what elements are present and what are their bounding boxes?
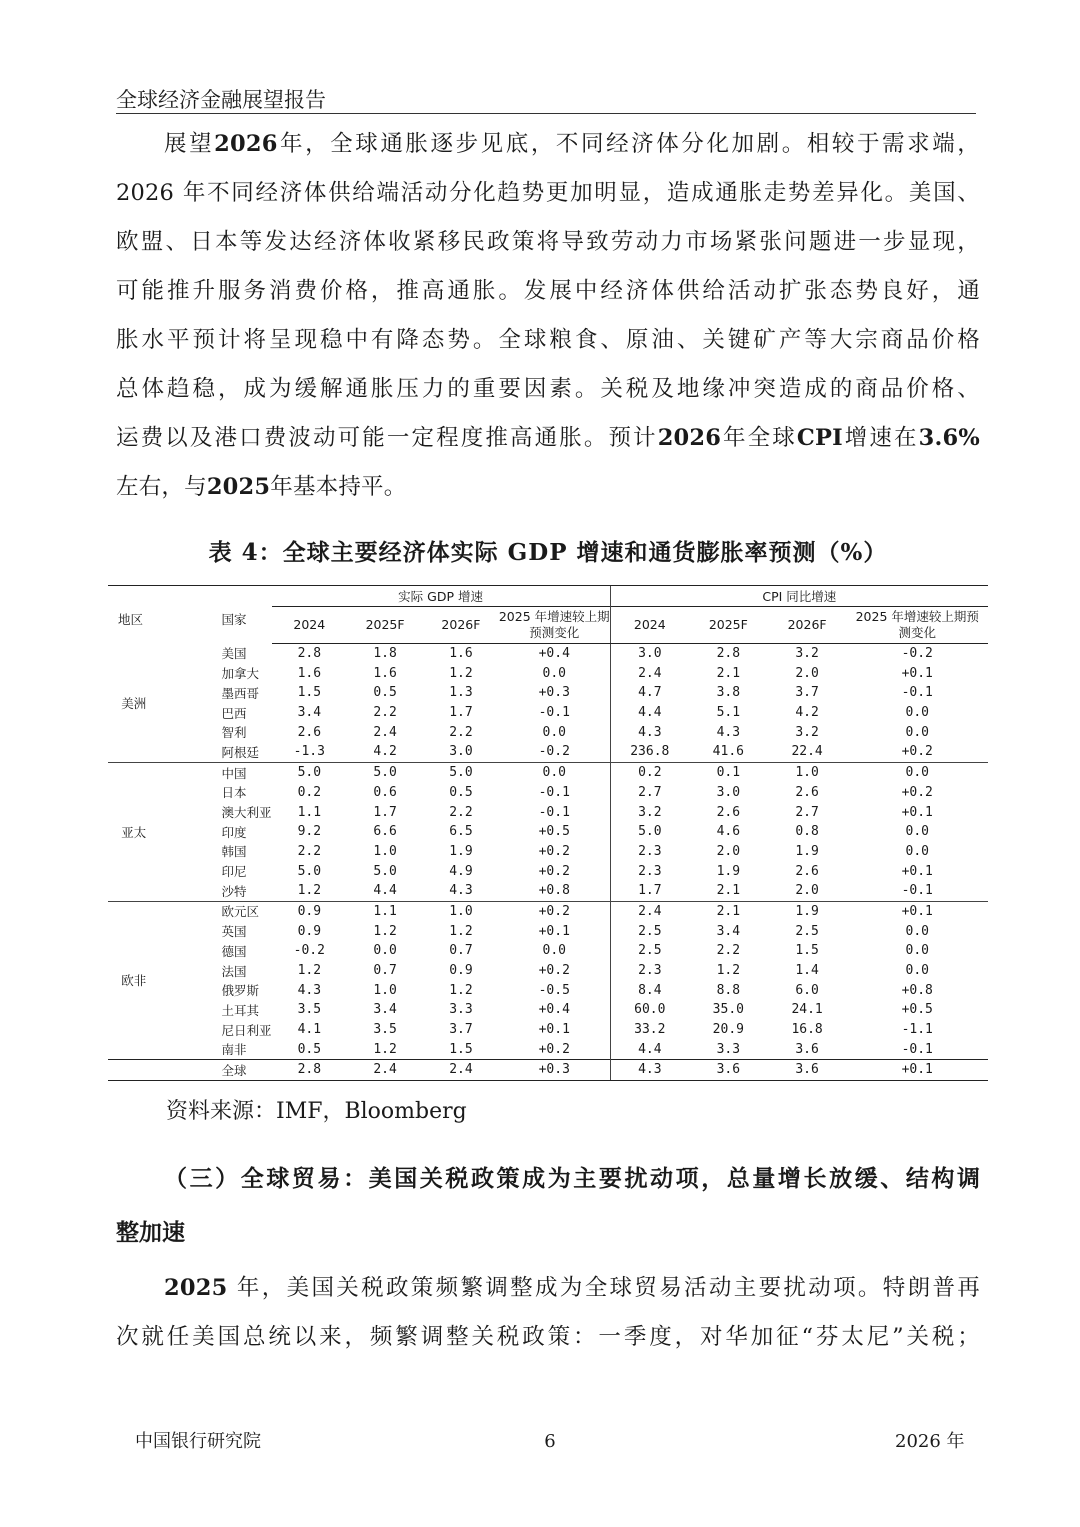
value-cell: 4.4 (610, 703, 689, 723)
value-cell: 1.2 (297, 963, 322, 979)
value-cell: 2.2 (716, 943, 741, 959)
value-cell: +0.1 (901, 804, 933, 820)
country-cell: 韩国 (221, 844, 247, 860)
table-row (108, 762, 988, 782)
value-cell: 2.6 (795, 784, 819, 800)
value-cell: 0.9 (272, 901, 348, 921)
value-cell: 1.6 (373, 665, 397, 681)
paragraph-line: 总体趋稳，成为缓解通胀压力的重要因素。关税及地缘冲突造成的商品价格、 (116, 376, 980, 402)
country-cell: 墨西哥 (221, 685, 259, 701)
value-cell: 5.0 (423, 762, 499, 782)
table-row (108, 783, 988, 803)
table-row-total (108, 1060, 988, 1081)
change-header: 2025 年增速较上期预 测变化 (846, 606, 988, 643)
value-cell: 0.0 (542, 724, 566, 740)
table-row (108, 1000, 988, 1020)
paragraph-line: 胀水平预计将呈现稳中有降态势。全球粮食、原油、关键矿产等大宗商品价格 (116, 327, 980, 353)
value-cell: 3.2 (795, 724, 819, 740)
value-cell: 0.7 (373, 963, 397, 979)
value-cell: 35.0 (712, 1002, 744, 1018)
value-cell: +0.1 (538, 1022, 570, 1038)
value-cell: -0.1 (901, 883, 933, 899)
value-cell: 9.2 (297, 824, 322, 840)
value-cell: 2.4 (347, 1060, 423, 1081)
value-cell: +0.3 (538, 685, 570, 701)
group-cpi-header: CPI 同比增速 (610, 586, 988, 607)
value-cell: 2.4 (423, 1060, 499, 1081)
value-cell: 3.2 (795, 646, 819, 662)
value-cell: 4.3 (610, 722, 689, 742)
value-cell: +0.1 (538, 923, 570, 939)
country-cell: 全球 (159, 1060, 271, 1081)
value-cell: 1.0 (373, 982, 397, 998)
value-cell: 4.2 (373, 744, 397, 760)
value-cell: 1.4 (795, 963, 819, 979)
value-cell: 1.9 (449, 843, 473, 859)
value-cell: 41.6 (712, 744, 744, 760)
table-row (108, 703, 988, 723)
table-row (108, 802, 988, 822)
country-cell: 沙特 (221, 883, 247, 899)
value-cell: 3.3 (449, 1002, 473, 1018)
header-title: 全球经济金融展望报告 (116, 88, 326, 112)
value-cell: 2.0 (716, 843, 741, 859)
value-cell: +0.8 (538, 883, 570, 899)
table-body (108, 643, 988, 1080)
value-cell: 1.2 (716, 963, 741, 979)
page-number: 6 (544, 1431, 556, 1452)
value-cell: +0.2 (499, 901, 610, 921)
value-cell: 2.4 (373, 724, 397, 740)
table-title: 表 4：全球主要经济体实际 GDP 增速和通货膨胀率预测（%） (208, 539, 888, 566)
value-cell: 0.0 (905, 724, 929, 740)
value-cell: 4.7 (610, 683, 689, 703)
value-cell: 3.0 (610, 643, 689, 663)
table-row (108, 881, 988, 901)
section-heading (116, 1152, 980, 1260)
value-cell: 5.0 (297, 863, 322, 879)
value-cell: 4.6 (716, 824, 741, 840)
year-header: 2025F (347, 606, 423, 643)
table-row (108, 663, 988, 683)
value-cell: 2.5 (795, 923, 819, 939)
value-cell: 2.6 (297, 724, 322, 740)
value-cell: 5.0 (272, 762, 348, 782)
country-cell: 法国 (221, 963, 247, 979)
value-cell: 2.6 (795, 863, 819, 879)
value-cell: +0.8 (901, 982, 933, 998)
table-row (108, 643, 988, 663)
country-cell: 加拿大 (221, 666, 259, 682)
value-cell: -0.2 (293, 943, 325, 959)
value-cell: 24.1 (791, 1002, 823, 1018)
value-cell: 0.0 (905, 923, 929, 939)
value-cell: 0.0 (499, 762, 610, 782)
value-cell: +0.2 (538, 963, 570, 979)
value-cell: 1.5 (297, 685, 322, 701)
paragraph-line: 展望2026年，全球通胀逐步见底，不同经济体分化加剧。相较于需求端， (164, 131, 980, 157)
value-cell: 1.0 (768, 762, 847, 782)
value-cell: 0.1 (689, 762, 768, 782)
value-cell: 5.0 (347, 762, 423, 782)
section-line: （三）全球贸易：美国关税政策成为主要扰动项，总量增长放缓、结构调 (164, 1165, 980, 1192)
paragraph-inflation (116, 120, 980, 512)
value-cell: 1.9 (716, 863, 741, 879)
value-cell: 0.7 (449, 943, 473, 959)
table-row (108, 742, 988, 762)
value-cell: 0.2 (297, 784, 322, 800)
country-cell: 阿根廷 (221, 744, 259, 760)
value-cell: 4.1 (297, 1022, 322, 1038)
value-cell: 5.1 (716, 705, 741, 721)
value-cell: -0.1 (538, 804, 570, 820)
value-cell: 1.2 (373, 923, 397, 939)
value-cell: 0.8 (795, 824, 819, 840)
value-cell: 3.7 (449, 1022, 473, 1038)
value-cell: 3.8 (716, 685, 741, 701)
value-cell: 3.4 (297, 705, 322, 721)
value-cell: 3.6 (768, 1060, 847, 1081)
value-cell: +0.2 (538, 863, 570, 879)
value-cell: 1.2 (449, 982, 473, 998)
country-cell: 印度 (221, 824, 247, 840)
value-cell: 6.5 (449, 824, 473, 840)
value-cell: +0.2 (901, 784, 933, 800)
value-cell: 0.5 (373, 685, 397, 701)
value-cell: +0.2 (538, 843, 570, 859)
value-cell: 3.5 (297, 1002, 322, 1018)
value-cell: 0.6 (373, 784, 397, 800)
source-note: 资料来源：IMF，Bloomberg (166, 1099, 467, 1124)
value-cell: 4.2 (795, 705, 819, 721)
value-cell: 2.5 (610, 921, 689, 941)
value-cell: 1.2 (449, 923, 473, 939)
value-cell: 1.7 (373, 804, 397, 820)
value-cell: -0.2 (901, 646, 933, 662)
value-cell: 1.0 (423, 901, 499, 921)
value-cell: 3.2 (610, 802, 689, 822)
value-cell: 2.7 (795, 804, 819, 820)
value-cell: 2.0 (795, 665, 819, 681)
col-region-header: 地区 (108, 586, 159, 644)
paragraph-line: 2026 年不同经济体供给端活动分化趋势更加明显，造成通胀走势差异化。美国、 (116, 180, 980, 206)
value-cell: 0.9 (297, 923, 322, 939)
country-cell: 美国 (221, 646, 247, 662)
gdp-cpi-table (108, 585, 988, 1081)
value-cell: -0.1 (901, 685, 933, 701)
value-cell: 2.3 (610, 961, 689, 981)
value-cell: -0.2 (538, 744, 570, 760)
value-cell: 1.3 (449, 685, 473, 701)
value-cell: 2.5 (610, 941, 689, 961)
value-cell: 0.5 (449, 784, 473, 800)
value-cell: 1.9 (795, 843, 819, 859)
table-row (108, 961, 988, 981)
footer-year: 2026 年 (895, 1431, 965, 1452)
change-header: 2025 年增速较上期 预测变化 (499, 606, 610, 643)
value-cell: 1.2 (297, 883, 322, 899)
value-cell: +0.2 (901, 744, 933, 760)
paragraph-line: 欧盟、日本等发达经济体收紧移民政策将导致劳动力市场紧张问题进一步显现， (116, 229, 980, 255)
value-cell: 4.4 (373, 883, 397, 899)
value-cell: -1.3 (293, 744, 325, 760)
value-cell: 33.2 (610, 1020, 689, 1040)
table-row (108, 921, 988, 941)
page-header (116, 88, 976, 114)
table-row (108, 941, 988, 961)
year-header: 2026F (768, 606, 847, 643)
country-cell: 土耳其 (221, 1002, 259, 1018)
country-cell: 印尼 (221, 864, 247, 880)
country-cell: 日本 (221, 785, 247, 801)
value-cell: 0.0 (542, 943, 566, 959)
value-cell: 0.5 (297, 1041, 322, 1057)
country-cell: 澳大利亚 (221, 805, 272, 821)
paragraph-line: 2025 年，美国关税政策频繁调整成为全球贸易活动主要扰动项。特朗普再 (164, 1275, 980, 1301)
value-cell: 4.4 (610, 1039, 689, 1059)
value-cell: 4.3 (610, 1060, 689, 1081)
value-cell: 2.1 (689, 901, 768, 921)
value-cell: 0.9 (449, 963, 473, 979)
value-cell: 0.0 (373, 943, 397, 959)
table-row (108, 901, 988, 921)
country-cell: 巴西 (221, 705, 247, 721)
country-cell: 中国 (159, 762, 271, 782)
paragraph-line: 左右，与2025年基本持平。 (116, 474, 407, 500)
value-cell: 2.1 (716, 883, 741, 899)
value-cell: 2.2 (449, 724, 473, 740)
paragraph-trade (116, 1264, 980, 1362)
table-row (108, 1039, 988, 1059)
table-row (108, 822, 988, 842)
value-cell: 8.8 (716, 982, 741, 998)
value-cell: +0.1 (846, 1060, 988, 1081)
col-country-header: 国家 (159, 586, 271, 644)
value-cell: 2.8 (297, 646, 322, 662)
value-cell: 6.0 (795, 982, 819, 998)
country-cell: 英国 (221, 924, 247, 940)
value-cell: +0.2 (538, 1041, 570, 1057)
value-cell: 4.3 (297, 982, 322, 998)
value-cell: 5.0 (373, 863, 397, 879)
value-cell: 0.0 (542, 665, 566, 681)
value-cell: +0.5 (901, 1002, 933, 1018)
value-cell: 8.4 (610, 980, 689, 1000)
value-cell: +0.1 (901, 665, 933, 681)
value-cell: -0.5 (538, 982, 570, 998)
value-cell: 1.6 (449, 646, 473, 662)
value-cell: 6.6 (373, 824, 397, 840)
footer-institution: 中国银行研究院 (135, 1431, 261, 1452)
country-cell: 欧元区 (159, 901, 271, 921)
section-line: 整加速 (116, 1219, 185, 1246)
value-cell: 1.5 (795, 943, 819, 959)
value-cell: 2.8 (716, 646, 741, 662)
region-cell: 欧非 (108, 901, 159, 1060)
value-cell: 16.8 (791, 1022, 823, 1038)
value-cell: 0.0 (905, 843, 929, 859)
value-cell: 2.3 (610, 861, 689, 881)
value-cell: 1.5 (449, 1041, 473, 1057)
value-cell: 1.6 (297, 665, 322, 681)
table-row (108, 980, 988, 1000)
value-cell: 2.1 (716, 665, 741, 681)
value-cell: 2.2 (449, 804, 473, 820)
table-row (108, 861, 988, 881)
value-cell: 2.0 (795, 883, 819, 899)
value-cell: -0.1 (538, 784, 570, 800)
value-cell: 4.3 (449, 883, 473, 899)
value-cell: 1.7 (610, 881, 689, 901)
value-cell: 2.3 (610, 842, 689, 862)
value-cell: 0.2 (610, 762, 689, 782)
value-cell: 3.6 (689, 1060, 768, 1081)
country-cell: 南非 (221, 1042, 247, 1058)
year-header: 2024 (272, 606, 348, 643)
value-cell: 2.7 (610, 783, 689, 803)
value-cell: 20.9 (712, 1022, 744, 1038)
value-cell: 22.4 (791, 744, 823, 760)
value-cell: +0.5 (538, 824, 570, 840)
value-cell: 236.8 (610, 742, 689, 762)
country-cell: 德国 (221, 943, 247, 959)
table-row (108, 722, 988, 742)
value-cell: -0.1 (901, 1041, 933, 1057)
country-cell: 俄罗斯 (221, 983, 259, 999)
value-cell: 1.2 (373, 1041, 397, 1057)
value-cell: 0.0 (905, 705, 929, 721)
year-header: 2026F (423, 606, 499, 643)
group-gdp-header: 实际 GDP 增速 (272, 586, 611, 607)
value-cell: +0.3 (499, 1060, 610, 1081)
value-cell: 3.3 (716, 1041, 741, 1057)
value-cell: 0.0 (905, 963, 929, 979)
year-header: 2025F (689, 606, 768, 643)
value-cell: 3.0 (449, 744, 473, 760)
value-cell: 1.2 (449, 665, 473, 681)
value-cell: 2.6 (716, 804, 741, 820)
value-cell: 3.4 (373, 1002, 397, 1018)
value-cell: 5.0 (610, 822, 689, 842)
table-row (108, 842, 988, 862)
value-cell: 2.2 (297, 843, 322, 859)
value-cell: -0.1 (538, 705, 570, 721)
value-cell: 4.3 (716, 724, 741, 740)
value-cell: 1.0 (373, 843, 397, 859)
value-cell: 2.4 (610, 663, 689, 683)
value-cell: 2.2 (373, 705, 397, 721)
region-cell: 亚太 (108, 762, 159, 901)
country-cell: 尼日利亚 (221, 1022, 272, 1038)
country-cell: 智利 (221, 725, 247, 741)
value-cell: 2.8 (272, 1060, 348, 1081)
paragraph-line: 可能推升服务消费价格，推高通胀。发展中经济体供给活动扩张态势良好，通 (116, 278, 980, 304)
value-cell: 3.6 (795, 1041, 819, 1057)
region-cell (108, 1060, 159, 1081)
value-cell: 0.0 (905, 943, 929, 959)
value-cell: +0.4 (538, 1002, 570, 1018)
value-cell: 1.7 (449, 705, 473, 721)
value-cell: +0.1 (846, 901, 988, 921)
value-cell: 3.7 (795, 685, 819, 701)
value-cell: 0.0 (846, 762, 988, 782)
value-cell: 60.0 (610, 1000, 689, 1020)
year-header: 2024 (610, 606, 689, 643)
paragraph-line: 次就任美国总统以来，频繁调整关税政策：一季度，对华加征“芬太尼”关税； (116, 1324, 980, 1350)
value-cell: 3.0 (716, 784, 741, 800)
value-cell: 2.4 (610, 901, 689, 921)
value-cell: 1.1 (297, 804, 322, 820)
value-cell: 1.8 (373, 646, 397, 662)
value-cell: 3.5 (373, 1022, 397, 1038)
value-cell: 1.1 (347, 901, 423, 921)
value-cell: -1.1 (901, 1022, 933, 1038)
value-cell: 1.9 (768, 901, 847, 921)
value-cell: +0.4 (538, 646, 570, 662)
paragraph-line: 运费以及港口费波动可能一定程度推高通胀。预计2026年全球CPI增速在3.6% (116, 425, 980, 451)
table-row (108, 1020, 988, 1040)
table-row (108, 683, 988, 703)
region-cell: 美洲 (121, 695, 147, 711)
value-cell: 0.0 (905, 824, 929, 840)
value-cell: +0.1 (901, 863, 933, 879)
value-cell: 4.9 (449, 863, 473, 879)
value-cell: 3.4 (716, 923, 741, 939)
